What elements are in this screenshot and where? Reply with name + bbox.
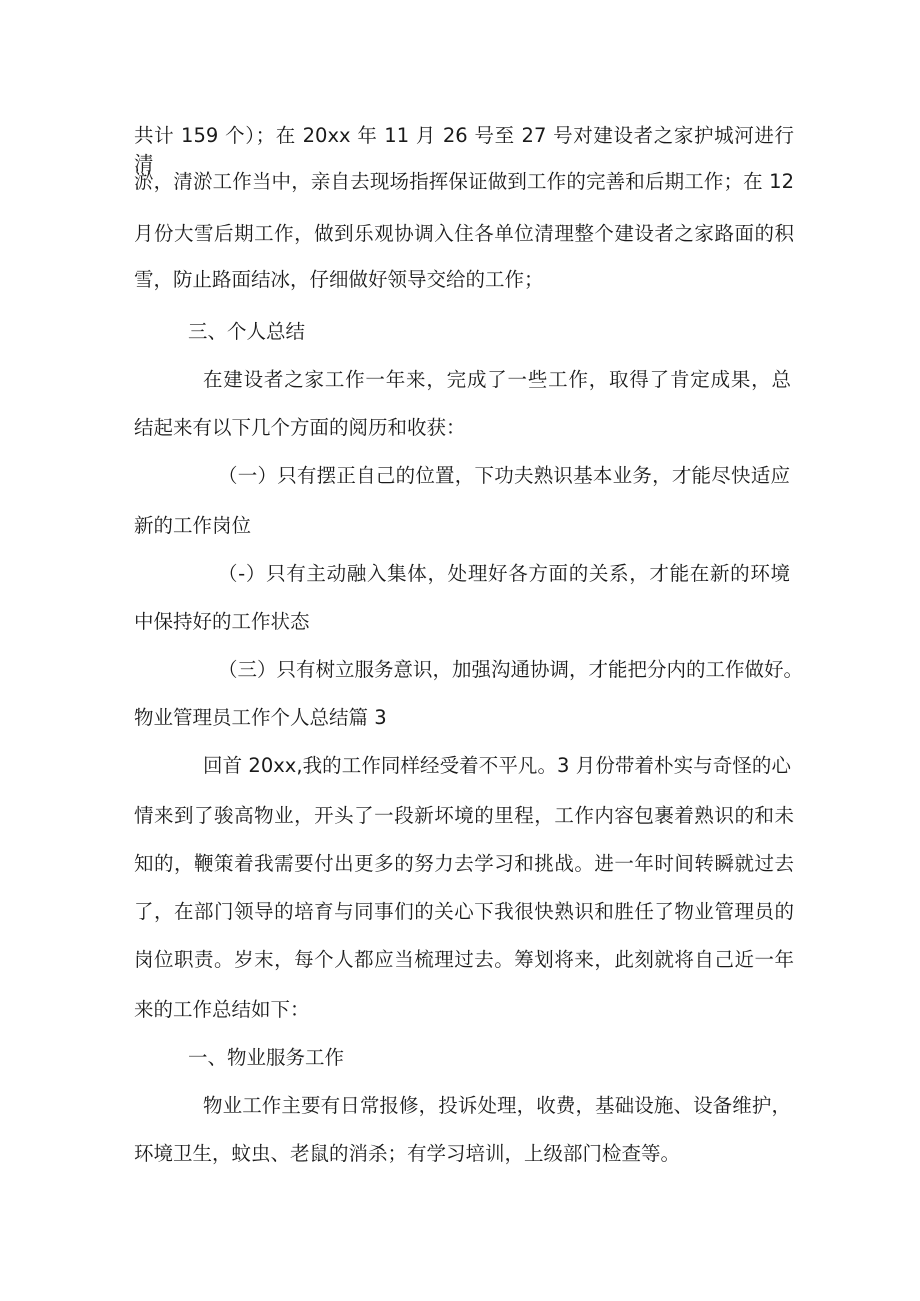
paragraph-line: 来的工作总结如下： [134, 998, 310, 1021]
paragraph-line: 共计 159 个）；在 20xx 年 11 月 26 号至 27 号对建设者之家护城河进行清 [134, 124, 794, 175]
paragraph-line: 结起来有以下几个方面的阅历和收获： [134, 416, 466, 439]
paragraph-line: 知的，鞭策着我需要付出更多的努力去学习和挑战。进一年时间转瞬就过去 [134, 852, 794, 875]
list-item-continuation: 中保持好的工作状态 [134, 610, 310, 633]
article-title: 物业管理员工作个人总结篇 3 [134, 706, 387, 729]
list-item-continuation: 新的工作岗位 [134, 514, 252, 537]
paragraph-line: 物业工作主要有日常报修，投诉处理，收费，基础设施、设备维护， [203, 1094, 791, 1117]
section-heading: 一、物业服务工作 [188, 1046, 345, 1069]
paragraph-line: 岗位职责。岁末，每个人都应当梳理过去。筹划将来，此刻就将自己近一年 [134, 948, 794, 971]
paragraph-line: 回首 20xx,我的工作同样经受着不平凡。3 月份带着朴实与奇怪的心 [203, 754, 791, 777]
paragraph-line: 淤，清淤工作当中，亲自去现场指挥保证做到工作的完善和后期工作；在 12 [134, 170, 794, 193]
paragraph-line: 在建设者之家工作一年来，完成了一些工作，取得了肯定成果，总 [203, 368, 791, 391]
paragraph-line: 雪，防止路面结冰，仔细做好领导交给的工作； [134, 268, 544, 291]
section-heading: 三、个人总结 [188, 320, 306, 343]
list-item: （-）只有主动融入集体，处理好各方面的关系，才能在新的环境 [218, 562, 790, 585]
paragraph-line: 环境卫生，蚊虫、老鼠的消杀；有学习培训，上级部门检查等。 [134, 1142, 681, 1165]
paragraph-line: 月份大雪后期工作，做到乐观协调入住各单位清理整个建设者之家路面的积 [134, 222, 794, 245]
list-item: （三）只有树立服务意识，加强沟通协调，才能把分内的工作做好。 [218, 658, 804, 681]
paragraph-line: 了，在部门领导的培育与同事们的关心下我很快熟识和胜任了物业管理员的 [134, 900, 794, 923]
list-item: （一）只有摆正自己的位置，下功夫熟识基本业务，才能尽快适应 [218, 464, 790, 487]
paragraph-line: 情来到了骏高物业，开头了一段新坏境的里程，工作内容包裹着熟识的和未 [134, 804, 794, 827]
